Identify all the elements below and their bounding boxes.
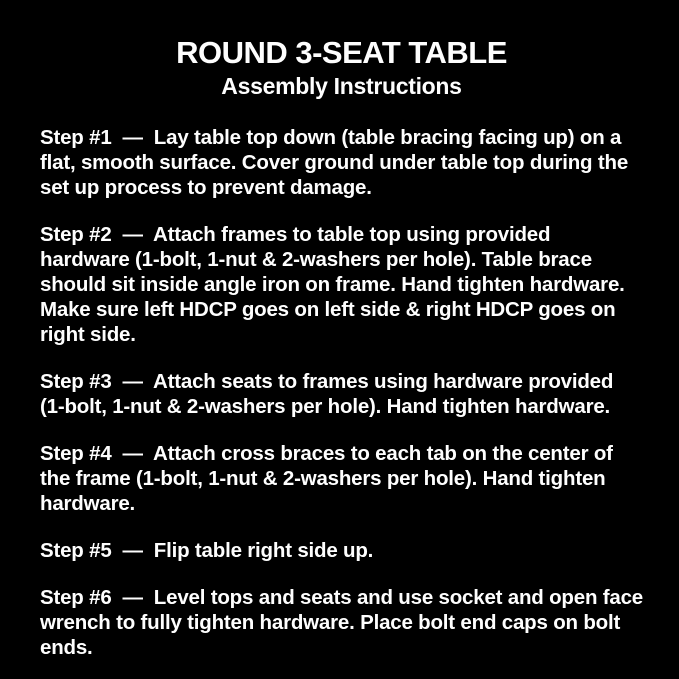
step-4: Step #4 — Attach cross braces to each tab on the center of the frame (1-bolt, 1-nut & 2-washers per hole). Hand tighten hardware. [40, 442, 619, 516]
step-3: Step #3 — Attach seats to frames using hardware provided (1-bolt, 1-nut & 2-washers per hole). Hand tighten hardware. [40, 370, 619, 419]
step-1: Step #1 — Lay table top down (table bracing facing up) on a flat, smooth surface. Cover ground under table top during the set up process to prevent damage. [40, 126, 634, 200]
step-5: Step #5 — Flip table right side up. [40, 539, 374, 563]
step-2: Step #2 — Attach frames to table top using provided hardware (1-bolt, 1-nut & 2-washers per hole). Table brace should sit inside angle iron on frame. Hand tighten hardware. Make sure left HDCP goes on left side & right HDCP goes on right side. [40, 223, 631, 347]
steps-list [40, 125, 649, 660]
step-6: Step #6 — Level tops and seats and use socket and open face wrench to fully tighten hardware. Place bolt end caps on bolt ends. [40, 586, 649, 660]
page-title: ROUND 3-SEAT TABLE [176, 35, 507, 70]
page-subtitle: Assembly Instructions [221, 73, 462, 100]
